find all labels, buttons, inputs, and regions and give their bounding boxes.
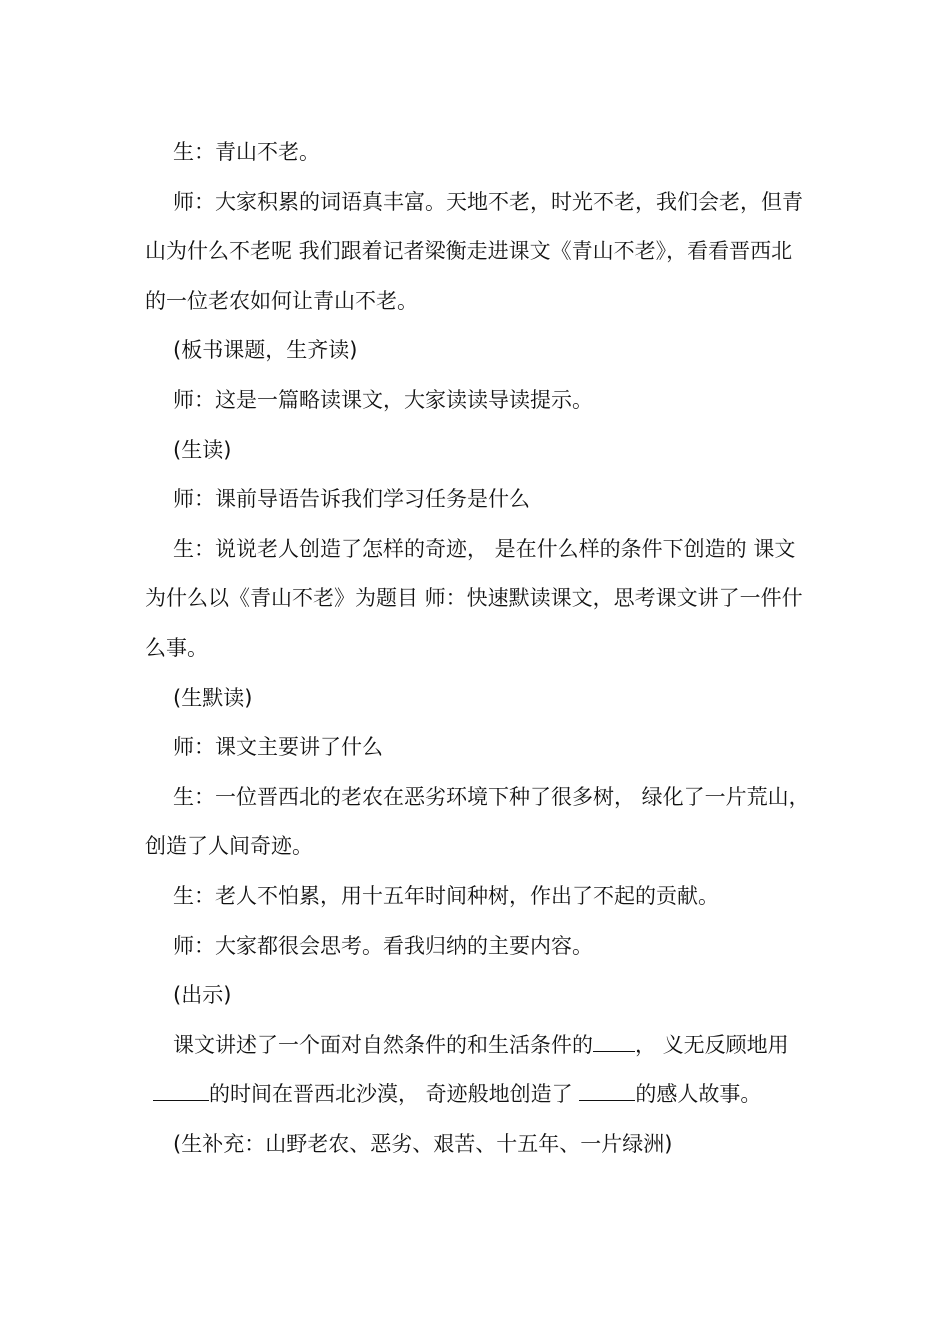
paragraph: 生：说说老人创造了怎样的奇迹， 是在什么样的条件下创造的 课文为什么以《青山不老》为题目 师：快速默读课文，思考课文讲了一件什么事。 bbox=[145, 536, 803, 660]
paragraph: (生读) bbox=[173, 437, 232, 462]
paragraph: 师：这是一篇略读课文，大家读读导读提示。 bbox=[173, 387, 593, 412]
fill-in-text: 的时间在晋西北沙漠， 奇迹般地创造了 bbox=[209, 1082, 580, 1107]
paragraph: 生：一位晋西北的老农在恶劣环境下种了很多树， 绿化了一片荒山，创造了人间奇迹。 bbox=[145, 784, 810, 859]
paragraph: (板书课题，生齐读) bbox=[173, 338, 358, 363]
fill-in-text: 的感人故事。 bbox=[635, 1082, 762, 1107]
answer-paragraph: (生补充：山野老农、恶劣、艰苦、十五年、一片绿洲) bbox=[173, 1131, 673, 1156]
paragraph: 师：大家都很会思考。看我归纳的主要内容。 bbox=[173, 933, 593, 958]
paragraph: 生：老人不怕累，用十五年时间种树，作出了不起的贡献。 bbox=[173, 883, 719, 908]
paragraph: 师：课前导语告诉我们学习任务是什么 bbox=[173, 487, 530, 512]
fill-in-blank-paragraph bbox=[145, 1021, 810, 1120]
paragraph: 生：青山不老。 bbox=[173, 140, 320, 164]
fill-in-text: ， 义无反顾地用 bbox=[635, 1032, 789, 1057]
document-body bbox=[145, 128, 810, 1169]
blank-line bbox=[153, 1080, 209, 1101]
blank-line bbox=[579, 1080, 635, 1101]
paragraph: (出示) bbox=[173, 983, 232, 1008]
blank-line bbox=[593, 1031, 635, 1052]
paragraph: 师：大家积累的词语真丰富。天地不老，时光不老，我们会老，但青山为什么不老呢 我们跟着记者梁衡走进课文《青山不老》，看看晋西北的一位老农如何让青山不老。 bbox=[145, 189, 803, 313]
paragraph: (生默读) bbox=[173, 685, 253, 710]
paragraph: 师：课文主要讲了什么 bbox=[173, 735, 383, 760]
fill-in-text: 课文讲述了一个面对自然条件的和生活条件的 bbox=[173, 1032, 593, 1057]
